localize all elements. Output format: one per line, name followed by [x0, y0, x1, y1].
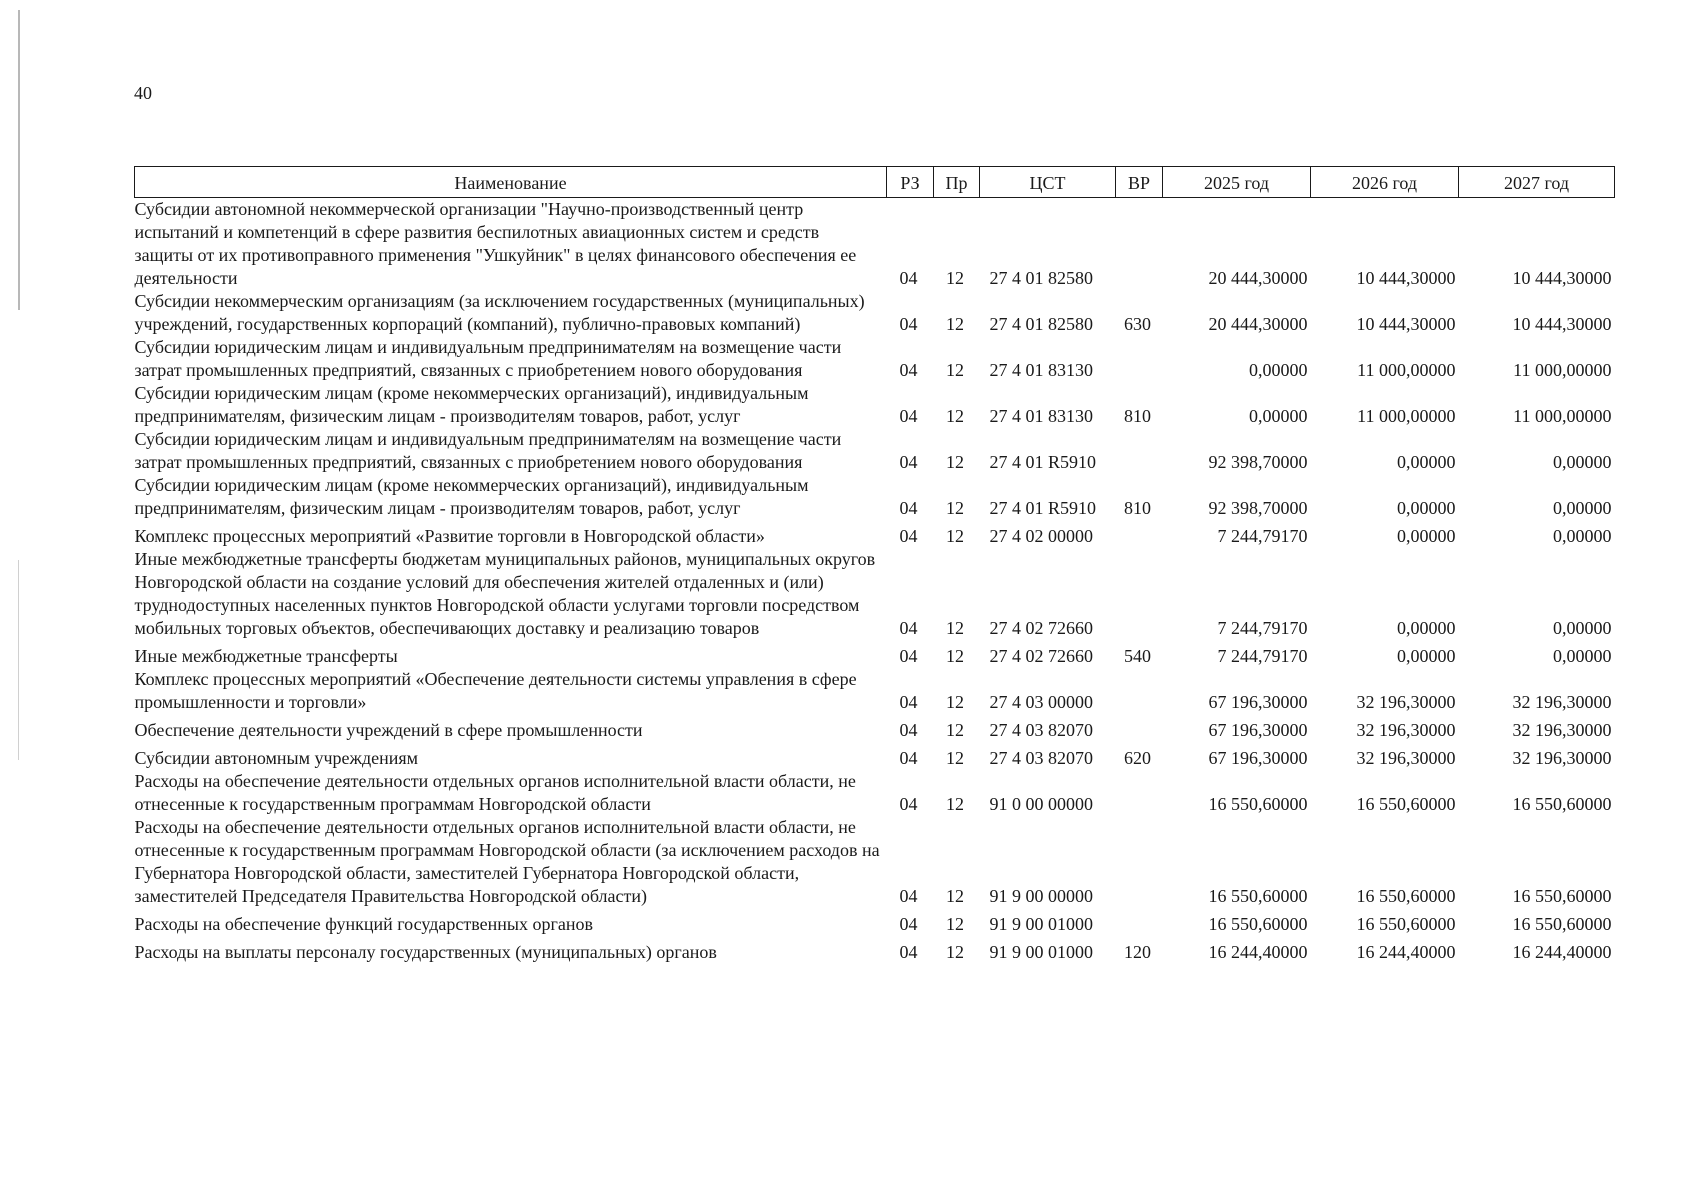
row-2025: 16 550,60000 — [1208, 886, 1308, 906]
header-cst: ЦСТ — [980, 167, 1116, 198]
row-pr: 12 — [946, 720, 964, 740]
table-row — [135, 198, 1615, 291]
row-cst: 27 4 01 82580 — [989, 314, 1093, 334]
row-2026: 10 444,30000 — [1356, 314, 1456, 334]
row-2026: 16 550,60000 — [1356, 794, 1456, 814]
row-cst: 27 4 01 82580 — [989, 268, 1093, 288]
table-row — [135, 742, 1615, 770]
row-name: Комплекс процессных мероприятий «Развитие торговли в Новгородской области» — [134, 526, 765, 546]
row-2027: 0,00000 — [1553, 646, 1612, 666]
row-2025: 16 550,60000 — [1208, 794, 1308, 814]
row-cst: 27 4 03 82070 — [989, 720, 1093, 740]
row-2026: 0,00000 — [1397, 618, 1456, 638]
header-name: Наименование — [135, 167, 887, 198]
table-row — [135, 668, 1615, 714]
row-2026: 0,00000 — [1397, 526, 1456, 546]
table-row — [135, 936, 1615, 964]
table-row — [135, 474, 1615, 520]
row-2025: 0,00000 — [1249, 360, 1308, 380]
row-2027: 16 244,40000 — [1512, 942, 1612, 962]
row-cst: 27 4 02 72660 — [989, 646, 1093, 666]
row-rz: 04 — [899, 360, 918, 380]
table-row — [135, 290, 1615, 336]
row-name: Расходы на обеспечение деятельности отдельных органов исполнительной власти области, не отнесенные к государственным программам Новгородской области (за исключением расходов на Губернатора Новгородской области, заместителей Губернатора Новгородской области, заместителей Председателя Правительства Новгородской области) — [134, 817, 880, 906]
row-vr — [1116, 520, 1163, 548]
table-row — [135, 428, 1615, 474]
row-vr: 540 — [1124, 646, 1151, 666]
row-2026: 16 244,40000 — [1356, 942, 1456, 962]
row-vr: 810 — [1124, 406, 1151, 426]
row-name: Расходы на обеспечение деятельности отдельных органов исполнительной власти области, не отнесенные к государственным программам Новгородской области — [134, 771, 856, 814]
row-cst: 27 4 01 83130 — [989, 360, 1093, 380]
row-2025: 92 398,70000 — [1208, 452, 1308, 472]
budget-table — [134, 166, 1615, 964]
row-2026: 32 196,30000 — [1356, 692, 1456, 712]
row-cst: 91 9 00 01000 — [989, 942, 1093, 962]
row-pr: 12 — [946, 886, 964, 906]
row-2026: 16 550,60000 — [1356, 914, 1456, 934]
table-row — [135, 714, 1615, 742]
row-pr: 12 — [946, 452, 964, 472]
row-rz: 04 — [899, 526, 918, 546]
row-2026: 10 444,30000 — [1356, 268, 1456, 288]
row-cst: 27 4 02 00000 — [989, 526, 1093, 546]
row-pr: 12 — [946, 406, 964, 426]
row-rz: 04 — [899, 942, 918, 962]
row-2027: 0,00000 — [1553, 498, 1612, 518]
header-pr: Пр — [934, 167, 980, 198]
row-pr: 12 — [946, 268, 964, 288]
row-2026: 16 550,60000 — [1356, 886, 1456, 906]
row-2027: 11 000,00000 — [1513, 360, 1612, 380]
row-cst: 91 9 00 01000 — [989, 914, 1093, 934]
row-2027: 16 550,60000 — [1512, 914, 1612, 934]
row-rz: 04 — [899, 314, 918, 334]
row-rz: 04 — [899, 794, 918, 814]
row-rz: 04 — [899, 406, 918, 426]
row-name: Расходы на обеспечение функций государственных органов — [134, 914, 593, 934]
row-cst: 27 4 02 72660 — [989, 618, 1093, 638]
row-2027: 32 196,30000 — [1512, 748, 1612, 768]
table-row — [135, 382, 1615, 428]
scan-edge-line — [18, 560, 19, 760]
row-pr: 12 — [946, 498, 964, 518]
row-vr — [1116, 770, 1163, 816]
row-pr: 12 — [946, 360, 964, 380]
scan-edge-line — [18, 10, 20, 310]
row-rz: 04 — [899, 452, 918, 472]
row-name: Субсидии юридическим лицам (кроме некоммерческих организаций), индивидуальным предпринимателям, физическим лицам - производителям товаров, работ, услуг — [134, 383, 809, 426]
row-2027: 32 196,30000 — [1512, 692, 1612, 712]
row-2027: 16 550,60000 — [1512, 794, 1612, 814]
row-cst: 91 0 00 00000 — [989, 794, 1093, 814]
row-vr: 120 — [1124, 942, 1151, 962]
row-vr: 810 — [1124, 498, 1151, 518]
row-vr — [1116, 548, 1163, 640]
row-2026: 11 000,00000 — [1357, 360, 1456, 380]
row-2025: 67 196,30000 — [1208, 720, 1308, 740]
row-vr — [1116, 908, 1163, 936]
row-cst: 91 9 00 00000 — [989, 886, 1093, 906]
row-rz: 04 — [899, 268, 918, 288]
table-row — [135, 520, 1615, 548]
row-pr: 12 — [946, 794, 964, 814]
row-name: Субсидии юридическим лицам и индивидуальным предпринимателям на возмещение части затрат промышленных предприятий, связанных с приобретением нового оборудования — [134, 429, 842, 472]
row-2027: 32 196,30000 — [1512, 720, 1612, 740]
row-name: Субсидии некоммерческим организациям (за исключением государственных (муниципальных) учреждений, государственных корпораций (компаний), публично-правовых компаний) — [134, 291, 865, 334]
row-pr: 12 — [946, 692, 964, 712]
row-name: Комплекс процессных мероприятий «Обеспечение деятельности системы управления в сфере промышленности и торговли» — [134, 669, 857, 712]
table-row — [135, 640, 1615, 668]
row-rz: 04 — [899, 618, 918, 638]
row-2027: 0,00000 — [1553, 618, 1612, 638]
row-2025: 20 444,30000 — [1208, 314, 1308, 334]
header-2026: 2026 год — [1311, 167, 1459, 198]
row-name: Иные межбюджетные трансферты бюджетам муниципальных районов, муниципальных округов Новгородской области на создание условий для обеспечения жителей отдаленных и (или) труднодоступных населенных пунктов Новгородской области услугами торговли посредством мобильных торговых объектов, обеспечивающих доставку и реализацию товаров — [134, 549, 876, 638]
row-vr: 620 — [1124, 748, 1151, 768]
row-2026: 11 000,00000 — [1357, 406, 1456, 426]
row-2026: 32 196,30000 — [1356, 720, 1456, 740]
row-pr: 12 — [946, 914, 964, 934]
row-cst: 27 4 01 83130 — [989, 406, 1093, 426]
row-2026: 0,00000 — [1397, 646, 1456, 666]
row-vr — [1116, 668, 1163, 714]
row-2025: 16 244,40000 — [1208, 942, 1308, 962]
row-vr — [1116, 816, 1163, 908]
row-cst: 27 4 03 82070 — [989, 748, 1093, 768]
row-2026: 32 196,30000 — [1356, 748, 1456, 768]
row-2026: 0,00000 — [1397, 498, 1456, 518]
table-body — [135, 198, 1615, 965]
row-vr — [1116, 714, 1163, 742]
row-rz: 04 — [899, 914, 918, 934]
table-row — [135, 908, 1615, 936]
row-cst: 27 4 03 00000 — [989, 692, 1093, 712]
row-2027: 0,00000 — [1553, 526, 1612, 546]
row-rz: 04 — [899, 720, 918, 740]
row-2025: 16 550,60000 — [1208, 914, 1308, 934]
row-vr — [1116, 198, 1163, 291]
row-name: Расходы на выплаты персоналу государственных (муниципальных) органов — [134, 942, 717, 962]
row-pr: 12 — [946, 942, 964, 962]
row-name: Субсидии автономным учреждениям — [134, 748, 419, 768]
row-pr: 12 — [946, 646, 964, 666]
row-cst: 27 4 01 R5910 — [989, 452, 1097, 472]
row-2027: 16 550,60000 — [1512, 886, 1612, 906]
row-2025: 7 244,79170 — [1217, 618, 1308, 638]
row-2026: 0,00000 — [1397, 452, 1456, 472]
row-pr: 12 — [946, 748, 964, 768]
header-2025: 2025 год — [1163, 167, 1311, 198]
header-vr: ВР — [1116, 167, 1163, 198]
row-2025: 7 244,79170 — [1217, 526, 1308, 546]
row-2025: 7 244,79170 — [1217, 646, 1308, 666]
row-vr — [1116, 336, 1163, 382]
table-header-row — [135, 167, 1615, 198]
row-name: Иные межбюджетные трансферты — [134, 646, 398, 666]
row-name: Обеспечение деятельности учреждений в сфере промышленности — [134, 720, 643, 740]
row-rz: 04 — [899, 646, 918, 666]
row-2027: 0,00000 — [1553, 452, 1612, 472]
row-2025: 20 444,30000 — [1208, 268, 1308, 288]
row-name: Субсидии автономной некоммерческой организации "Научно-производственный центр испытаний и компетенций в сфере развития беспилотных авиационных систем и средств защиты от их противоправного применения "Ушкуйник" в целях финансового обеспечения ее деятельности — [134, 199, 857, 288]
table-row — [135, 770, 1615, 816]
row-pr: 12 — [946, 618, 964, 638]
row-pr: 12 — [946, 526, 964, 546]
header-rz: РЗ — [887, 167, 934, 198]
row-name: Субсидии юридическим лицам и индивидуальным предпринимателям на возмещение части затрат промышленных предприятий, связанных с приобретением нового оборудования — [134, 337, 842, 380]
row-rz: 04 — [899, 748, 918, 768]
row-2027: 11 000,00000 — [1513, 406, 1612, 426]
row-name: Субсидии юридическим лицам (кроме некоммерческих организаций), индивидуальным предпринимателям, физическим лицам - производителям товаров, работ, услуг — [134, 475, 809, 518]
header-2027: 2027 год — [1459, 167, 1615, 198]
row-cst: 27 4 01 R5910 — [989, 498, 1097, 518]
row-2025: 92 398,70000 — [1208, 498, 1308, 518]
row-rz: 04 — [899, 498, 918, 518]
row-pr: 12 — [946, 314, 964, 334]
row-2025: 67 196,30000 — [1208, 748, 1308, 768]
table-row — [135, 336, 1615, 382]
row-2025: 67 196,30000 — [1208, 692, 1308, 712]
row-vr: 630 — [1124, 314, 1151, 334]
page-number: 40 — [134, 83, 152, 103]
row-2025: 0,00000 — [1249, 406, 1308, 426]
row-2027: 10 444,30000 — [1512, 314, 1612, 334]
table-row — [135, 548, 1615, 640]
table-row — [135, 816, 1615, 908]
row-rz: 04 — [899, 692, 918, 712]
row-vr — [1116, 428, 1163, 474]
row-rz: 04 — [899, 886, 918, 906]
row-2027: 10 444,30000 — [1512, 268, 1612, 288]
